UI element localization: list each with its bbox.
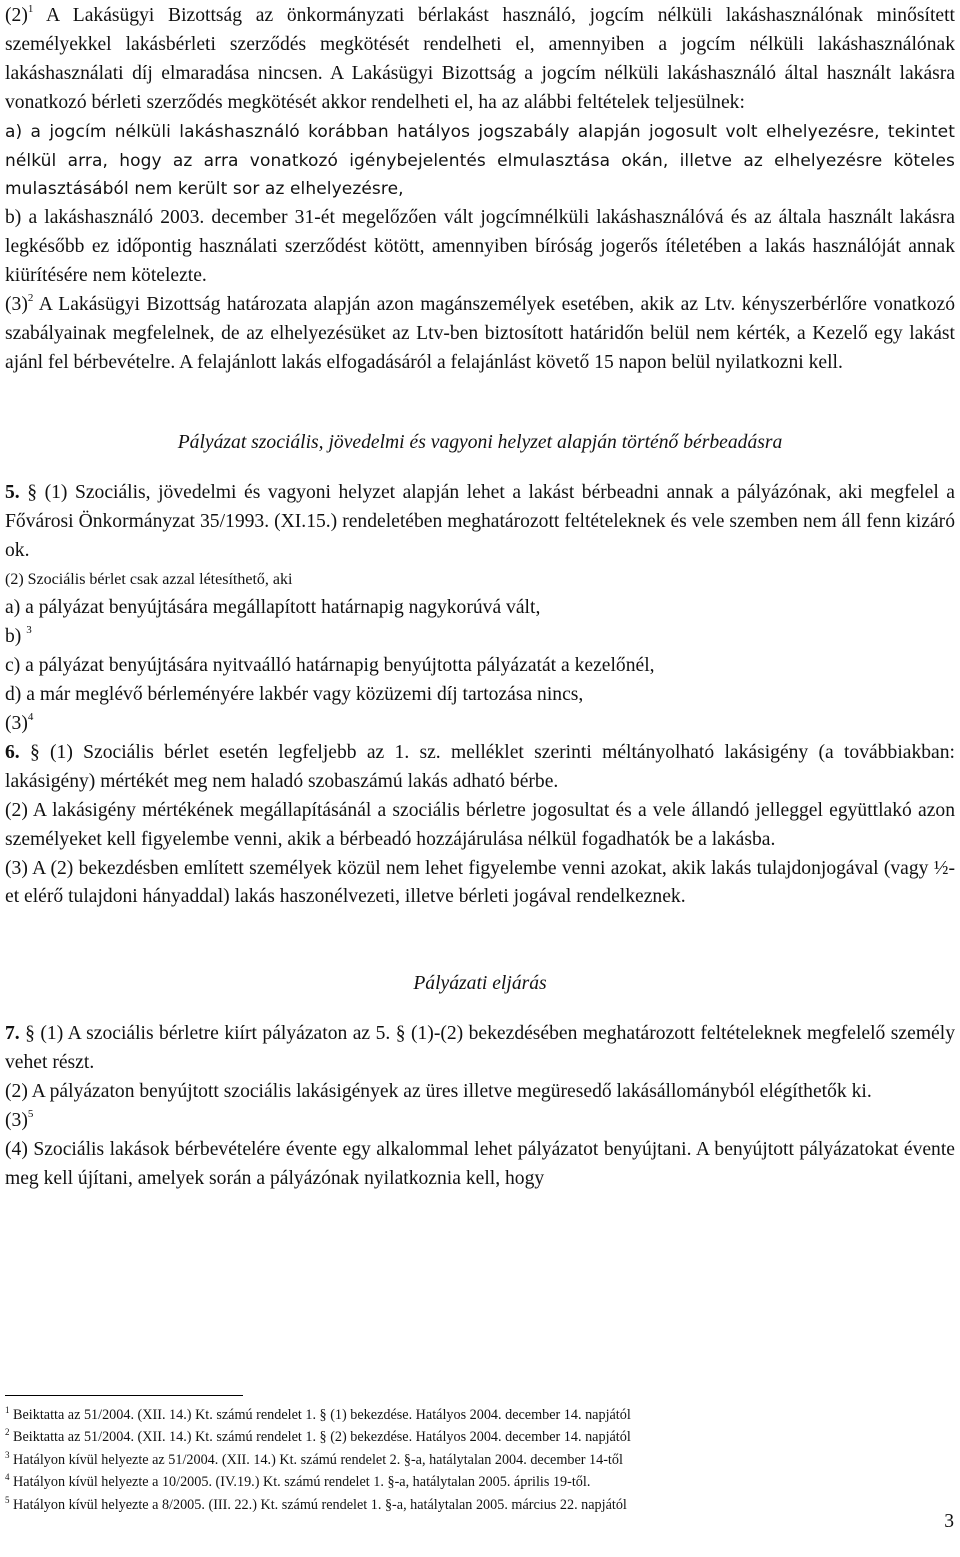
section-7-1 (5, 1020, 955, 1078)
section-7-3 (5, 1107, 955, 1136)
section-number: 5. (5, 481, 20, 503)
footnote-divider (5, 1395, 243, 1396)
para-number: (2) (5, 5, 28, 26)
footnote-ref[interactable]: 5 (27, 1108, 34, 1121)
section-7-4: (4) Szociális lakások bérbevételére évente egy alkalommal lehet pályázatot benyújtani. A benyújtott pályázatokat évente meg kell újítani, amelyek során a pályázónak nyilatkoznia kell, hogy (5, 1139, 955, 1189)
para-number: (3) (5, 1110, 28, 1132)
footnote-item (5, 1404, 955, 1426)
paragraph-2a: a) a jogcím nélküli lakáshasználó korábban hatályos jogszabály alapján jogosult volt elhelyezésre, tekintet nélkül arra, hogy az arra vonatkozó igénybejelentés elmulasztása okán, illetve az elhelyezésre köteles mulasztásából nem került sor az elhelyezésre, (5, 121, 955, 200)
footnote-item (5, 1494, 955, 1516)
footnote-number: 3 (5, 1449, 10, 1460)
section-heading-eljaras: Pályázati eljárás (413, 973, 547, 995)
section-number: 7. (5, 1023, 20, 1045)
footnote-item (5, 1426, 955, 1448)
footnote-item (5, 1471, 955, 1493)
footnote-ref[interactable]: 4 (27, 711, 34, 724)
footnote-text: Hatályon kívül helyezte a 8/2005. (III. 22.) Kt. számú rendelet 1. §-a, hatálytalan 2005. március 22. napjától (9, 1496, 627, 1513)
page-number: 3 (944, 1511, 954, 1532)
section-5-2c: c) a pályázat benyújtására nyitvaálló határnapig benyújtotta pályázatát a kezelőnél, (5, 655, 655, 677)
section-5-3 (5, 710, 955, 739)
footnote-ref[interactable]: 2 (27, 292, 34, 305)
document-page (5, 2, 955, 1194)
paragraph-3 (5, 291, 955, 378)
footnote-ref[interactable]: 3 (26, 624, 32, 637)
footnote-number: 5 (5, 1494, 10, 1505)
paragraph-text: A Lakásügyi Bizottság az önkormányzati bérlakást használó, jogcím nélküli lakáshasználónak minősített személyekkel lakásbérleti szerződés megkötését rendelheti el, amennyiben a jogcím nélküli lakáshasználónak lakáshasználati díj elmaradása nincsen. A Lakásügyi Bizottság a jogcím nélküli lakáshasználó által használt lakásra vonatkozó bérleti szerződés megkötését akkor rendelheti el, ha az alábbi feltételek teljesülnek: (5, 5, 955, 113)
footnote-ref[interactable]: 1 (27, 3, 34, 15)
footnote-number: 1 (5, 1405, 10, 1415)
section-7-2: (2) A pályázaton benyújtott szociális lakásigények az üres illetve megüresedő lakásállományból elégíthetők ki. (5, 1081, 872, 1103)
paragraph-text: § (1) Szociális bérlet esetén legfeljebb az 1. sz. melléklet szerinti méltányolható lakásigény (a továbbiakban: lakásigény) mértékét meg nem haladó szobaszámú lakás adható bérbe. (5, 741, 955, 792)
paragraph-text: § (1) Szociális, jövedelmi és vagyoni helyzet alapján lehet a lakást bérbeadni annak a pályázónak, aki megfelel a Fővárosi Önkormányzat 35/1993. (XI.15.) rendeletében meghatározott feltételeknek és vele szemben nem áll fenn kizáró ok. (5, 481, 955, 561)
footnote-text: Beiktatta az 51/2004. (XII. 14.) Kt. számú rendelet 1. § (1) bekezdése. Hatályos 2004. december 14. napjától (9, 1407, 631, 1423)
footnote-item (5, 1449, 955, 1471)
paragraph-text: A Lakásügyi Bizottság határozata alapján azon magánszemélyek esetében, akik az Ltv. kényszerbérlőre vonatkozó szabályainak megfelelnek, de az elhelyezésüket az Ltv-ben biztosított határidőn belül nem kérték, a Kezelő egy lakást ajánl fel bérbevételre. A felajánlott lakás elfogadásáról a felajánlást követő 15 napon belül nyilatkozni kell. (5, 294, 955, 373)
para-number: b) (5, 626, 22, 648)
section-heading-szocialis: Pályázat szociális, jövedelmi és vagyoni helyzet alapján történő bérbeadásra (177, 431, 783, 453)
section-5-2d: d) a már meglévő bérleményére lakbér vagy közüzemi díj tartozása nincs, (5, 684, 584, 706)
footnote-text: Beiktatta az 51/2004. (XII. 14.) Kt. számú rendelet 1. § (2) bekezdése. Hatályos 2004. december 14. napjától (9, 1429, 631, 1446)
section-6-3: (3) A (2) bekezdésben említett személyek közül nem lehet figyelembe venni azokat, akik lakás tulajdonjogával (vagy ½-et elérő tulajdoni hányaddal) lakás haszonélvezeti, illetve bérleti jogával rendelkeznek. (5, 857, 955, 908)
footnote-number: 4 (5, 1472, 10, 1483)
section-5-1 (5, 479, 955, 566)
footnote-number: 2 (5, 1427, 10, 1438)
section-5-2: (2) Szociális bérlet csak azzal létesíthető, aki (5, 570, 293, 588)
para-number: (3) (5, 713, 28, 735)
paragraph-2 (5, 2, 955, 118)
section-5-2b (5, 623, 955, 652)
section-6-2: (2) A lakásigény mértékének megállapításánál a szociális bérletre jogosultat és a vele állandó jelleggel együttlakó azon személyeket kell figyelembe venni, akik a bérbeadó hozzájárulása nélkül fogadhatók be a lakásba. (5, 799, 955, 850)
section-6-1 (5, 739, 955, 797)
paragraph-text: § (1) A szociális bérletre kiírt pályázaton az 5. § (1)-(2) bekezdésében meghatározott feltételeknek megfelelő személy vehet részt. (5, 1023, 955, 1074)
footnote-text: Hatályon kívül helyezte az 51/2004. (XII. 14.) Kt. számú rendelet 2. §-a, hatálytalan 2004. december 14-től (9, 1451, 623, 1468)
section-5-2a: a) a pályázat benyújtására megállapított határnapig nagykorúvá vált, (5, 597, 541, 619)
para-number: (3) (5, 294, 28, 316)
section-number: 6. (5, 741, 20, 763)
footnotes (5, 1404, 955, 1516)
paragraph-2b: b) a lakáshasználó 2003. december 31-ét megelőzően vált jogcímnélküli lakáshasználóvá és az általa használt lakásra legkésőbb ez időpontig használati szerződést kötött, amennyiben bíróság jogerős ítéletében a lakás használóját annak kiürítésére nem kötelezte. (5, 207, 955, 287)
footnote-text: Hatályon kívül helyezte a 10/2005. (IV.19.) Kt. számú rendelet 1. §-a, hatálytalan 2005. április 19-től. (9, 1474, 591, 1491)
